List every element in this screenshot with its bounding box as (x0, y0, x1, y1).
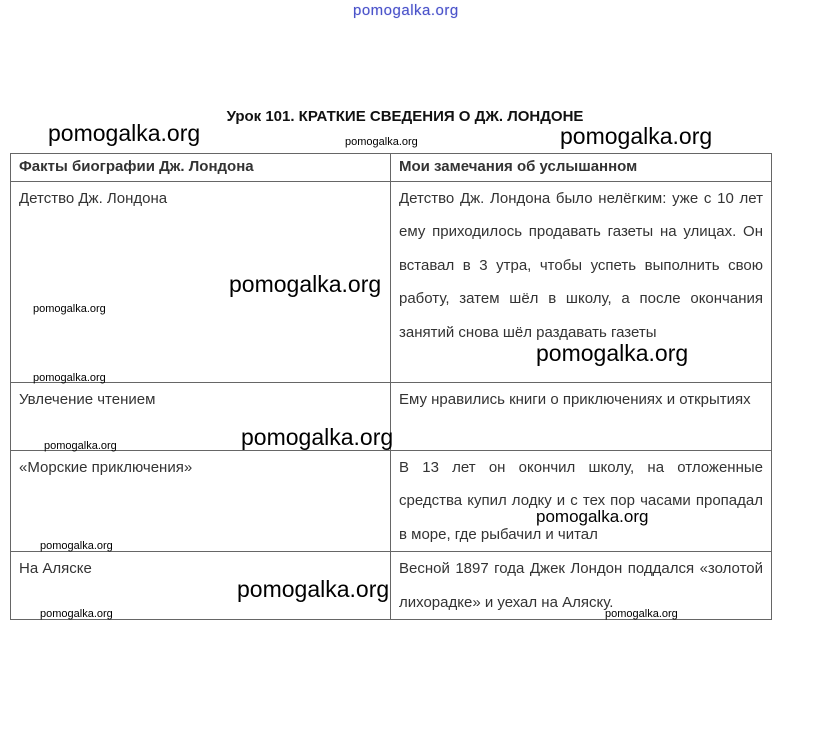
watermark-text: pomogalka.org (536, 507, 649, 526)
table-row (11, 451, 772, 552)
watermark-text: pomogalka.org (560, 123, 713, 149)
biography-table (10, 153, 772, 620)
top-watermark-link[interactable]: pomogalka.org (353, 2, 459, 19)
watermark-text: pomogalka.org (605, 608, 678, 620)
note-cell: Ему нравились книги о приключениях и открытиях (391, 383, 772, 451)
watermark-text: pomogalka.org (229, 271, 382, 297)
watermark-text: pomogalka.org (345, 136, 418, 148)
watermark-text: pomogalka.org (40, 540, 113, 552)
watermark-text: pomogalka.org (44, 440, 117, 452)
page-title: Урок 101. КРАТКИЕ СВЕДЕНИЯ О ДЖ. ЛОНДОНЕ (226, 108, 584, 125)
note-cell: Детство Дж. Лондона было нелёгким: уже с 10 лет ему приходилось продавать газеты на улицах. Он вставал в 3 утра, чтобы успеть выполнить свою работу, затем шёл в школу, а после окончания занятий снова шёл раздавать газеты (391, 182, 772, 383)
fact-cell: «Морские приключения» (11, 451, 391, 552)
fact-cell: Увлечение чтением (11, 383, 391, 451)
watermark-text: pomogalka.org (40, 608, 113, 620)
header-notes: Мои замечания об услышанном (391, 154, 772, 182)
note-cell: В 13 лет он окончил школу, на отложенные средства купил лодку и с тех пор часами пропадал в море, где рыбачил и читал (391, 451, 772, 552)
watermark-text: pomogalka.org (241, 424, 394, 450)
table-header-row (11, 154, 772, 182)
fact-cell: Детство Дж. Лондона (11, 182, 391, 383)
watermark-text: pomogalka.org (48, 120, 201, 146)
watermark-text: pomogalka.org (33, 303, 106, 315)
note-cell: Весной 1897 года Джек Лондон поддался «золотой лихорадке» и уехал на Аляску. (391, 552, 772, 620)
watermark-text: pomogalka.org (237, 576, 390, 602)
header-facts: Факты биографии Дж. Лондона (11, 154, 391, 182)
watermark-text: pomogalka.org (536, 340, 689, 366)
watermark-text: pomogalka.org (33, 372, 106, 384)
fact-cell: На Аляске (11, 552, 391, 620)
